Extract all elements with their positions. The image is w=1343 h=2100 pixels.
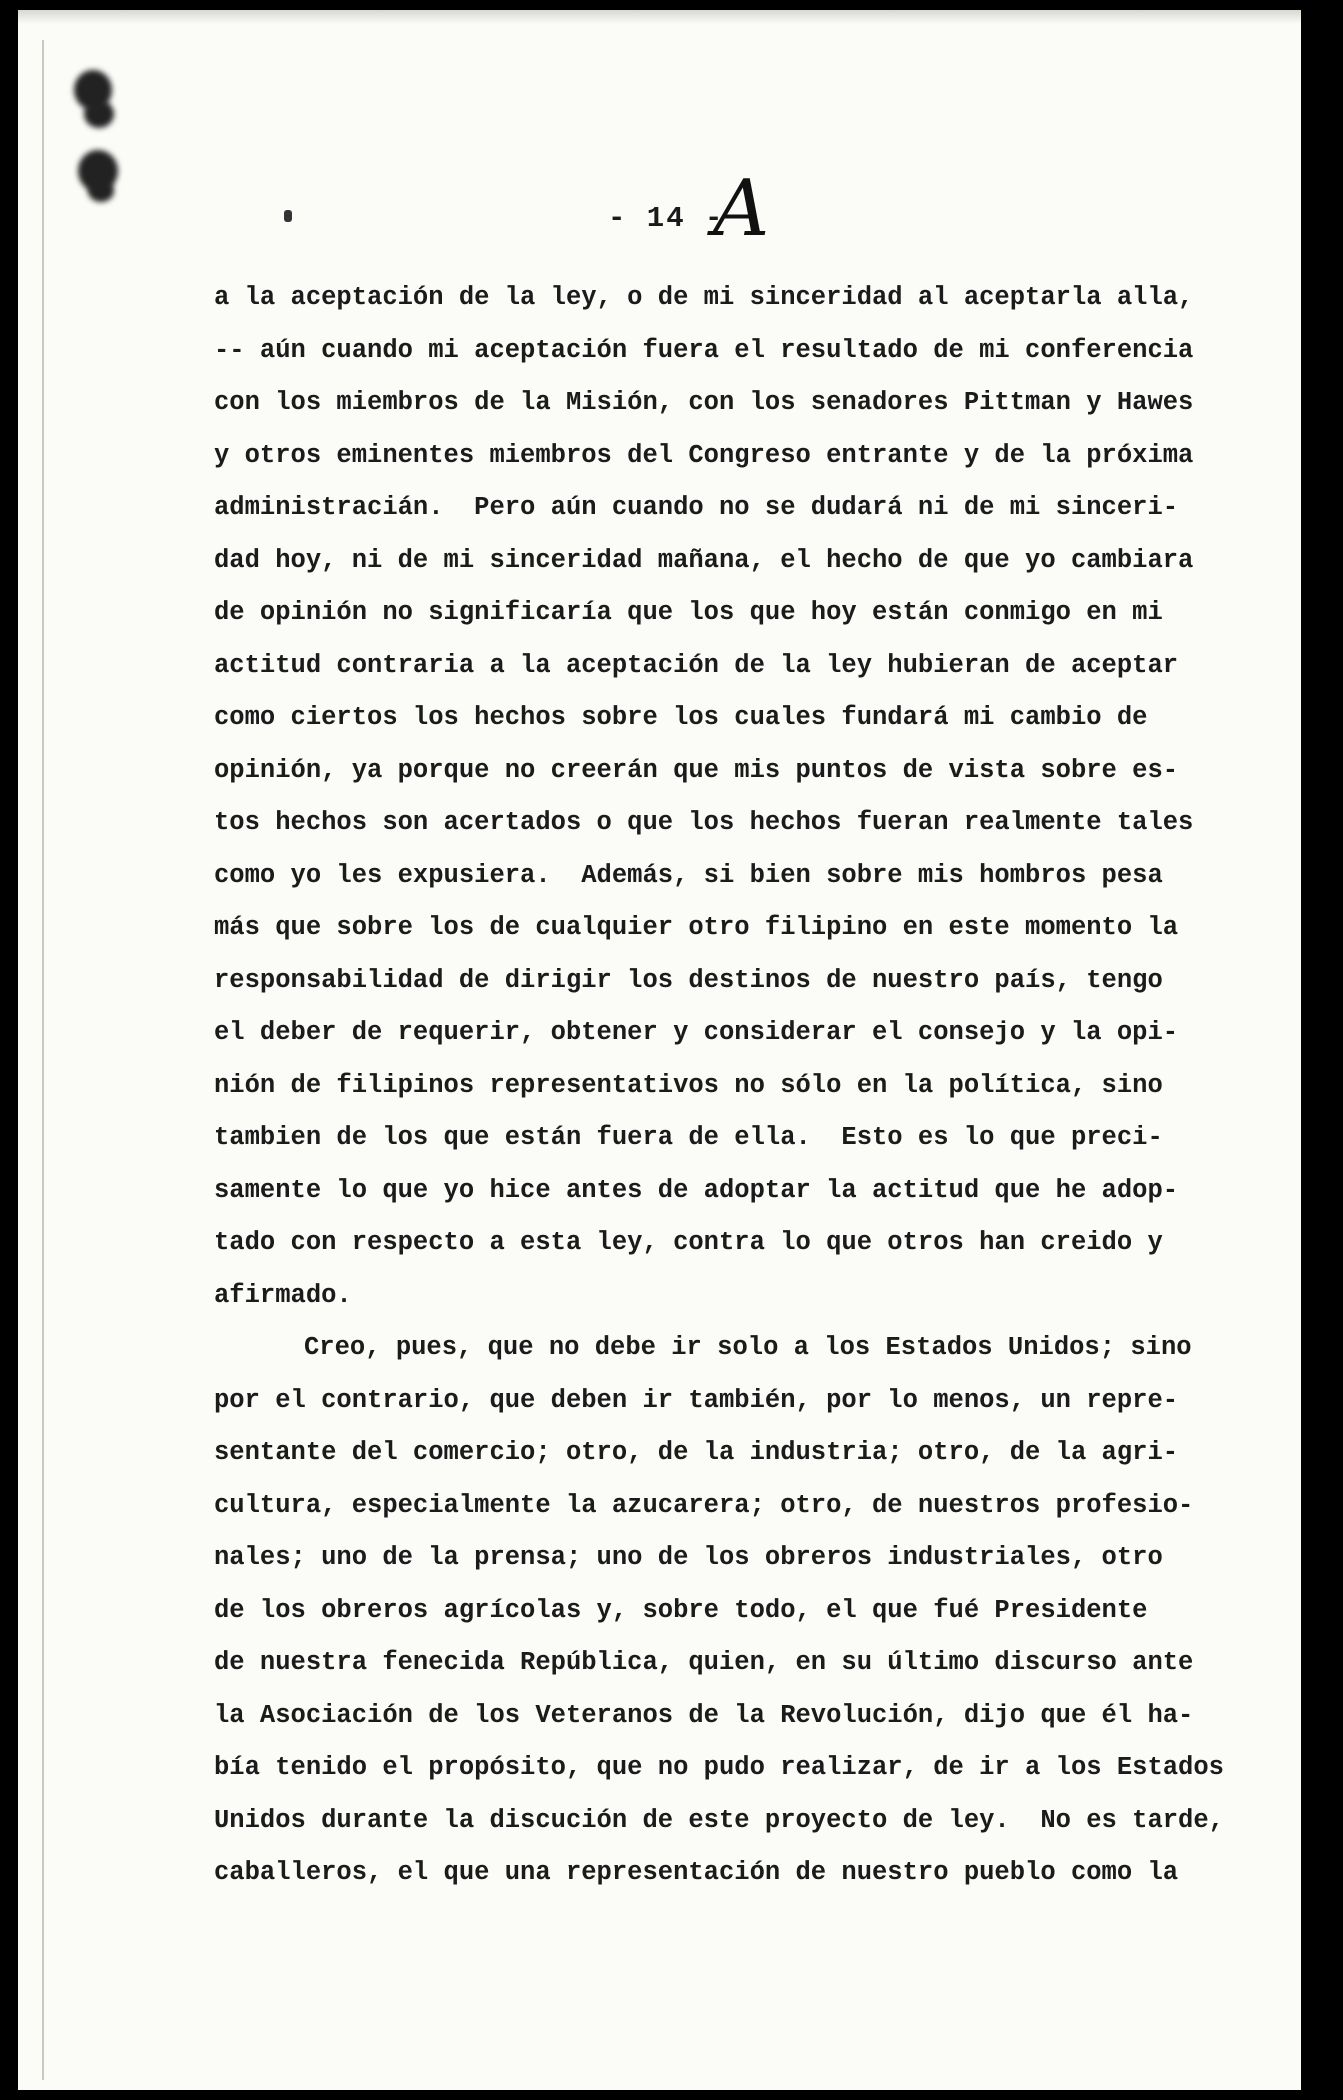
text-line: nales; uno de la prensa; uno de los obreros industriales, otro	[214, 1543, 1163, 1572]
text-line: -- aún cuando mi aceptación fuera el resultado de mi conferencia	[214, 335, 1194, 365]
text-line: cultura, especialmente la azucarera; otro, de nuestros profesio-	[214, 1490, 1194, 1520]
punch-hole-mark	[84, 100, 114, 128]
text-line: y otros eminentes miembros del Congreso entrante y de la próxima	[214, 440, 1194, 470]
ink-mark	[284, 210, 292, 222]
document-page	[18, 10, 1301, 2090]
text-line: bía tenido el propósito, que no pudo realizar, de ir a los Estados	[214, 1753, 1224, 1782]
text-line: sentante del comercio; otro, de la industria; otro, de la agri-	[214, 1438, 1179, 1467]
text-line: responsabilidad de dirigir los destinos de nuestro país, tengo	[214, 965, 1163, 995]
text-line: caballeros, el que una representación de nuestro pueblo como la	[214, 1858, 1179, 1887]
text-line: Unidos durante la discución de este proyecto de ley. No es tarde,	[214, 1805, 1224, 1835]
punch-hole-mark	[88, 180, 114, 202]
text-line: el deber de requerir, obtener y considerar el consejo y la opi-	[214, 1018, 1179, 1047]
text-line: dad hoy, ni de mi sinceridad mañana, el hecho de que yo cambiara	[214, 545, 1194, 575]
text-line: opinión, ya porque no creerán que mis puntos de vista sobre es-	[214, 755, 1179, 785]
text-line: por el contrario, que deben ir también, por lo menos, un repre-	[214, 1385, 1179, 1415]
handwritten-annotation: A	[713, 164, 770, 254]
text-line: tado con respecto a esta ley, contra lo que otros han creido y	[214, 1228, 1163, 1257]
text-line: tambien de los que están fuera de ella. Esto es lo que preci-	[214, 1123, 1163, 1152]
page-number: - 14 -	[608, 202, 725, 235]
text-line: a la aceptación de la ley, o de mi sinceridad al aceptarla alla,	[214, 283, 1194, 312]
text-line: samente lo que yo hice antes de adoptar la actitud que he adop-	[214, 1175, 1179, 1205]
text-line: actitud contraria a la aceptación de la ley hubieran de aceptar	[214, 650, 1179, 680]
text-line: más que sobre los de cualquier otro filipino en este momento la	[214, 913, 1179, 942]
text-line: la Asociación de los Veteranos de la Revolución, dijo que él ha-	[214, 1700, 1194, 1730]
text-line: de nuestra fenecida República, quien, en su último discurso ante	[214, 1648, 1194, 1677]
typed-body-text	[214, 272, 1284, 1900]
page-fold-line	[42, 40, 44, 2080]
text-line: Creo, pues, que no debe ir solo a los Estados Unidos; sino	[304, 1333, 1192, 1362]
text-line: administracián. Pero aún cuando no se dudará ni de mi sinceri-	[214, 493, 1179, 522]
text-line: afirmado.	[214, 1280, 352, 1310]
text-line: nión de filipinos representativos no sólo en la política, sino	[214, 1070, 1163, 1100]
text-line: tos hechos son acertados o que los hechos fueran realmente tales	[214, 808, 1194, 837]
text-line: como yo les expusiera. Además, si bien sobre mis hombros pesa	[214, 860, 1163, 890]
text-line: como ciertos los hechos sobre los cuales fundará mi cambio de	[214, 703, 1148, 732]
page-top-edge	[18, 10, 1301, 24]
text-line: de los obreros agrícolas y, sobre todo, el que fué Presidente	[214, 1595, 1148, 1625]
text-line: de opinión no significaría que los que hoy están conmigo en mi	[214, 598, 1163, 627]
text-line: con los miembros de la Misión, con los senadores Pittman y Hawes	[214, 388, 1194, 417]
